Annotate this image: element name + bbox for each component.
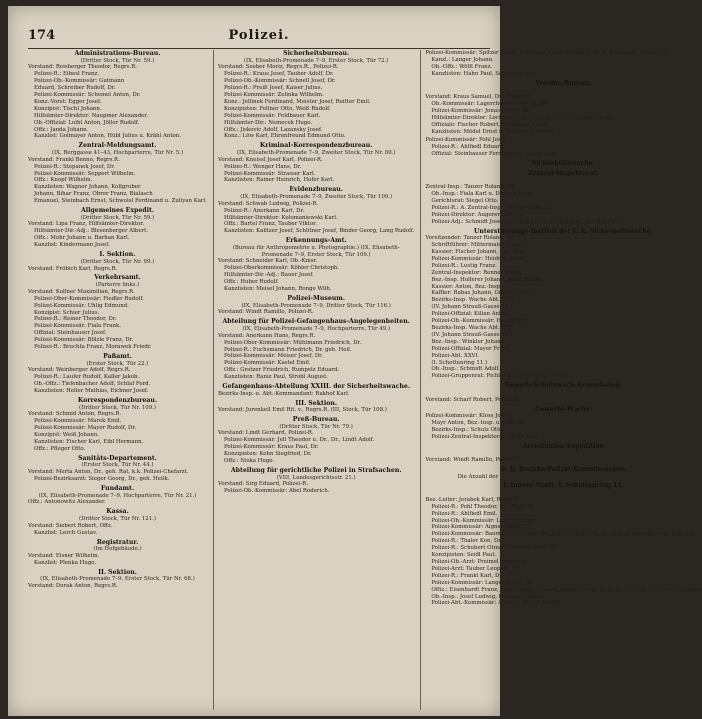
- entry-line: Offz.: Antonowitz Alexander.: [28, 499, 106, 506]
- entry-line: Bez.-Insp.: Winkler Johann.: [431, 338, 506, 345]
- section-address: (Dritter Stock, Tür Nr. 59.): [80, 214, 155, 221]
- entry-line: Polizei-Kommissär: Marek Emil.: [34, 418, 122, 425]
- entry-line: Vorstand: Siebert Robert, Offz.: [28, 522, 113, 529]
- section-address: Die Anzahl der Bewohner in den einzelnen Gemeindebezirken siehe Seite 20.: [457, 473, 670, 480]
- entry-line: Polizei-Abt.-Kommissär: Anton u. Kaiser Rudolf.: [431, 600, 562, 607]
- entry-line: Offz.: Niska Hugo.: [223, 458, 275, 465]
- entry-line: Polizei-Ob.-Kommissär: Leuter Johann.: [431, 517, 538, 524]
- entry-line: Kanzlisten: Mödel Ernst u. Hartmann Gustav.: [431, 128, 556, 135]
- section-heading: Polizei-Museum.: [287, 295, 345, 303]
- section-address: (Dritter Stock, Tür Nr. 59.): [80, 57, 155, 64]
- entry-line: Polizei-Offizial: Kilian Anton.: [431, 311, 510, 318]
- section-heading: Paßamt.: [103, 352, 132, 360]
- entry-line: Ob.-Offizial: Loibl Anton, Jöller Rudolf.: [34, 119, 140, 126]
- section-address: (Dritter Stock, Tür Nr. 79.): [279, 423, 353, 430]
- entry-line: Konzipisten: Kohn Siegfried, Dr.: [223, 451, 312, 458]
- section-block: [425, 406, 701, 441]
- section-heading: k. k. Bezirks-Polizei-Kommissariate: [501, 466, 626, 474]
- entry-line: Bezirks-Insp. Wache Abt. XXV.: [431, 324, 514, 331]
- entry-line: Ob.-Offz.: Tiefenbacher Adolf, Schlaf Ferd.: [34, 381, 151, 388]
- entry-line: Hilfsämter-Dir.-Adj.: Blesenberger Albert.: [34, 228, 148, 235]
- section-heading: Preß-Bureau.: [292, 416, 340, 424]
- entry-line: Kanzlisten: Heller Mathias, Eichner Josef.: [34, 388, 149, 395]
- section-block: [28, 207, 207, 249]
- entry-line: Kanzlisten: Rainer Heinrich, Hofer Karl.: [223, 177, 335, 184]
- section-block: [425, 160, 701, 168]
- section-block: [425, 170, 701, 226]
- entry-line: Kassier: Anton, Bez.-Insp.: [431, 283, 502, 290]
- section-block: [218, 50, 414, 140]
- entry-line: Offz.: Jiskovic Adolf, Lazansky Josef.: [223, 126, 323, 133]
- section-heading: Sicherheitsbureau.: [283, 50, 350, 57]
- header-rule: [28, 48, 490, 49]
- entry-line: Schriftführer: Mittermaier Franz.: [431, 242, 524, 249]
- entry-line: Polizei-R.: A. Zentral-Insp.: Aeneas Fritz, Dr.: [431, 204, 553, 211]
- page-header: [28, 28, 490, 48]
- entry-line: Offizial: Steinhauser Josef.: [34, 330, 107, 337]
- entry-line: Polizei-Kommissär: Uhlig Edmund.: [34, 302, 129, 309]
- entry-line: Polizei-Kommissär: Zelinka Wilhelm.: [223, 92, 324, 99]
- entry-line: Hilfsämter-Direktor: Naupmer Alexander.: [34, 112, 148, 119]
- section-heading: Sicherheitswache.: [531, 160, 596, 168]
- section-block: [218, 416, 414, 465]
- section-block: [28, 455, 207, 483]
- entry-line: Polizei-Direktor: Augerer Ludwig.: [431, 211, 524, 218]
- entry-line: Vorstand: Kollner Maximilian, Regrs.R.: [28, 288, 135, 295]
- section-block: [28, 274, 207, 351]
- columns: [28, 50, 702, 710]
- entry-line: Hilfsämter-Dir.: Nemecek Hugo.: [223, 119, 313, 126]
- entry-line: Polizei-R.: Lustig Franz.: [431, 262, 497, 269]
- entry-line: Polizei-Kommissär: Heidnig Anton.: [431, 255, 527, 262]
- entry-line: Vorstand: Sirg Eduard, Polizei-R.: [217, 481, 308, 488]
- section-block: [425, 482, 701, 607]
- section-block: [218, 142, 414, 184]
- section-address: Tür 22.: [553, 490, 574, 497]
- entry-line: Konzipisten: Seidl Paul.: [431, 552, 496, 559]
- entry-line: Ob.-Insp.: Schmidt Adolf.: [431, 366, 501, 373]
- section-heading: Kriminal-Korrespondenzbureau.: [259, 142, 373, 150]
- entry-line: Offz.: Gratzer Friedrich, Rumpelz Eduard.: [223, 367, 340, 374]
- entry-line: Polizei-R.: Ahlfiedl Emil.: [431, 510, 498, 517]
- entry-line: Polizei-Ob.-Kommissär: Heinik Karl.: [431, 318, 530, 325]
- entry-line: Polizei-Kommissär: Pohl Josef.: [425, 137, 508, 144]
- section-heading: Unterstützungs-Institut der k. k. Sicherheitswache.: [473, 227, 653, 235]
- entry-line: Vorstand: Weinberger Adolf, Regrs.R.: [28, 367, 131, 374]
- entry-line: Offz.: Mohr Johann u. Barhan Karl.: [34, 235, 130, 242]
- section-address: (Erster Stock, Tür 22.): [86, 360, 149, 367]
- entry-line: Vorstand: Kraus Samuel, Dr., Polizei-R.: [425, 94, 532, 101]
- entry-line: (IV. Johann Strauß-Gasse 19.): [431, 331, 512, 338]
- entry-line: (IV. Johann Strauß-Gasse 19.): [431, 304, 512, 311]
- entry-line: Vorstand: Reisberger Theodor, Regrs.R.: [28, 64, 137, 71]
- entry-line: Offiziale: Fischer Robert, Holzbauer Franz.: [431, 121, 550, 128]
- section-block: [425, 137, 701, 158]
- entry-line: Gerichtsrat: Siegel Otto.: [431, 197, 499, 204]
- entry-line: Polizei-R.: Pohl Theodor, Dr., Regrs.R.: [431, 503, 535, 510]
- entry-line: Polizei-Kommissär: Jonas Johann Dr.: [431, 107, 531, 114]
- entry-line: Vorstand: Windt Ramillo, Polizei-R.: [217, 309, 314, 316]
- section-heading: Sanitäts-Departement.: [78, 454, 157, 462]
- entry-line: Polizei-Kommissär: Spitzer Franz, Lindinger Franz Berthold, Dr. u. Kosberger Arnold, Dr.: [425, 50, 670, 56]
- section-address: (IX, Elisabeth-Promenade 7–9, Zweiter Stock, Tür 109.): [240, 193, 393, 200]
- entry-line: Polizei-Kommissär: Kastel Emil.: [223, 360, 311, 367]
- entry-line: Polizei-Ob.-Kommissär: Abel Roderich.: [223, 488, 330, 495]
- entry-line: Eduard, Schreiber Rudolf, Dr.: [34, 85, 116, 92]
- entry-line: Vorstand: Scharf Robert, Polizei-R.: [425, 396, 521, 403]
- entry-line: Vorstand: Schwab Ludwig, Polizei-R.: [217, 200, 319, 207]
- entry-line: Polizei-Ob.-Kommissär: Gutmann: [34, 78, 125, 85]
- section-block: [425, 228, 701, 381]
- entry-line: Vorstand: Schneider Karl, Ob.-Kmsr.: [217, 258, 318, 265]
- section-heading: Zentral-Meldungsamt.: [78, 142, 157, 150]
- entry-line: Polizei-Abt. XXVI.: [431, 352, 480, 359]
- entry-line: Kanzlist: Plenka Hugo.: [34, 559, 97, 566]
- entry-line: Hilfsämter-Dir.-Adj.: Bauer Josef.: [223, 272, 314, 279]
- section-heading: Fundamt.: [100, 485, 135, 492]
- section-address: (IX, Berggasse 41–43, Hochparterre, Tür Nr. 5.): [51, 149, 184, 156]
- section-block: [218, 237, 414, 293]
- entry-line: Offiz.: Eisenhardt Franz, Silberleitner Eduard, Balzer Georg, Hollauer Ludwig, Mittermaier Anton.: [431, 586, 702, 593]
- entry-line: Polizei-Kommissär: Kraus Paul, Dr.: [223, 444, 319, 451]
- column-1: [28, 50, 207, 710]
- entry-line: Polizei-R.: Kraus Josef, Tauber Adolf, Dr.: [223, 71, 334, 78]
- entry-line: Polizei-Kommissär: Feldbauer Karl.: [223, 112, 321, 119]
- section-block: [218, 383, 414, 398]
- entry-line: Bezirks-Insp.-u. Abt.-Kommandant: Rakhof Karl.: [217, 390, 350, 397]
- section-block: [425, 443, 701, 464]
- section-block: [425, 50, 701, 78]
- entry-line: Ob.-Kommissär: Lagercherner Ludwig, Dr.: [431, 100, 548, 107]
- entry-line: Johann, Bihar Franz, Obrer Franz, Bialasch: [34, 191, 153, 198]
- entry-line: Vorstand: Fröbich Karl, Regrs.R.: [28, 265, 118, 272]
- entry-line: Polizei-Bezirksarzt: Sieger Georg, Dr., geh. Heilk.: [34, 476, 170, 483]
- entry-line: Polizei-Arzt: Tauber Leopold, Dr.: [431, 565, 521, 572]
- section-block: [218, 318, 414, 381]
- entry-line: Polizei-Ob.-Arzt: Preimel Sebastian.: [431, 558, 529, 565]
- section-block: [28, 569, 207, 590]
- entry-line: Polizei-Kommissär: Meiser Josef, Dr.: [223, 353, 323, 360]
- section-block: [425, 80, 701, 136]
- entry-line: Bez.-Insp. Hollerer Johann, Adolf Huber.: [431, 276, 542, 283]
- section-heading: Abteilung für gerichtliche Polizei in Strafsachen.: [230, 466, 402, 474]
- entry-line: Zentral-Inspektor: Renner Anton.: [431, 269, 523, 276]
- section-address: (Dritter Stock, Tür Nr. 99.): [80, 258, 155, 265]
- entry-line: Offizial: Steinhauser Ferdinand u. Bauer Karl.: [431, 151, 558, 158]
- entry-line: Emanuel, Steinbach Ernst, Schwoisl Ferdinand u. Zuliyan Karl.: [34, 198, 207, 205]
- entry-line: Kaffier: Rabas Johann, Gidh.W. Insp.: [431, 290, 531, 297]
- entry-line: Polizei-Kommissär: Fiala Frank.: [34, 323, 121, 330]
- entry-line: Vorstand: Lipa Franz, Hilfsämter-Direktor.: [28, 221, 144, 228]
- section-address: (Erster Stock, Tür Nr. 44.): [81, 462, 154, 469]
- entry-line: Hilfsämter-Direktor: Kolomaniewski Karl.: [223, 214, 338, 221]
- section-heading: Abteilung für Polizei-Gefangenhaus-Angelegenheiten.: [222, 318, 410, 326]
- section-address: (IX, Elisabeth-Promenade 7–9, Erster Stock, Tür Nr. 68.): [40, 576, 195, 583]
- section-address: I. Schottenring 11, vierter Stock, Tür Nr. 126.: [500, 389, 627, 396]
- section-heading: Vereins-Bureau.: [535, 79, 592, 87]
- section-address: (IX, Elisabeth-Promenade 7–9, Hochparterre, Tür 49.): [242, 325, 390, 332]
- entry-line: Offz.: Huber Rudolf.: [223, 279, 279, 286]
- entry-line: Vorstand: Lindt Gerhard, Polizei-R.: [217, 430, 314, 437]
- section-block: [218, 400, 414, 415]
- entry-line: Konzipist: Schier Julius.: [34, 309, 100, 316]
- page-number: 174: [28, 28, 56, 43]
- section-heading: III. Sektion.: [295, 399, 337, 407]
- section-heading: Arrestanten-Expedition: [522, 442, 605, 450]
- section-block: [28, 508, 207, 536]
- entry-line: Polizei-Gruppenrat: Pichler Karl u. Hering Eduard.: [431, 373, 571, 380]
- column-3: [420, 50, 701, 710]
- entry-line: Kanzlisten: Wagner Johann, Kollgruber: [34, 184, 141, 191]
- section-heading: Erkennungs-Amt.: [285, 237, 347, 245]
- section-heading: Registratur.: [96, 538, 139, 546]
- entry-line: Polizei-Ober-Kommissär: Mühlmann Friedrich, Dr.: [223, 339, 362, 346]
- section-heading: Gewerb-Schutzwach-Kommission.: [504, 382, 623, 390]
- entry-line: Polizei-R.: Laufer Rudolf, Kaller Jakob.: [34, 374, 140, 381]
- entry-line: Vorstand: Frankl Benno, Regrs.R.: [28, 156, 120, 163]
- column-2: [213, 50, 414, 710]
- entry-line: Polizei-Kommissär: Baumgarten Anton, Dr., Pelznal Heinrich, Dr., Schulz Otto, Brunner Karl, Dr.: [431, 531, 695, 538]
- entry-line: Offz.: Janda Johann.: [34, 126, 89, 133]
- section-address: (IX, Elisabeth-Promenade 7–9, Dritter Stock, Tür 116.): [241, 302, 391, 309]
- section-address: (Bureau für Anthropometrie u. Photographie.) (IX, Elisabeth-Promenade 7–9, Erster Stock, Tür 109.): [232, 244, 400, 258]
- entry-line: Polizei-Offizial: Mayer Franz.: [431, 345, 511, 352]
- entry-line: Vorstand: Windt Ramillo, Polizei-R.: [425, 457, 521, 464]
- section-heading: Allgemeines Expedit.: [80, 207, 154, 215]
- section-address: (Dritter Stock, Tür Nr. 103.): [524, 87, 602, 94]
- section-heading: Evidenzbureau.: [289, 186, 343, 194]
- entry-line: Polizei-R.: Preiß Josef, Kaiser Julius.: [223, 85, 323, 92]
- entry-line: Polizei-Kommissär: Aigner Adolf, Dr.: [431, 524, 531, 531]
- section-heading: Gewerbs-Wache.: [535, 405, 592, 413]
- section-heading: Gefangenhaus-Abteilung XXIII. der Sicherheitswache.: [222, 383, 410, 391]
- entry-line: Vorstand: Kneissl Josef Karl, Polizei-R.: [217, 156, 323, 163]
- entry-line: Polizei-R.: Frankl Karl, Dr.: [431, 572, 504, 579]
- entry-line: Polizei-Kommissär: Schemel Anton, Dr.: [34, 92, 141, 99]
- section-address: (IX, Elisabeth-Promenade 7–9, Zweiter Stock, Tür Nr. 80.): [236, 149, 396, 156]
- entry-line: Bezirks-Insp.: Schulz Otto.: [431, 426, 505, 433]
- section-block: [28, 251, 207, 272]
- section-address: (IX, Elisabeth-Promenade 7–9, Erster Stock, Tür 72.): [243, 57, 389, 64]
- section-block: [28, 142, 207, 205]
- entry-line: Konz.-Vorst: Egger Josef.: [34, 98, 102, 105]
- entry-line: Kanzlist: Kindermann Josef.: [34, 242, 110, 249]
- section-heading: Verkehrsamt.: [94, 274, 141, 282]
- entry-line: Hilfsämter-Direktor: Lochmayer Anton u. Krolikowski Stephan, Dr.: [431, 114, 614, 121]
- entry-line: Bez.-Leiter: Jerabek Karl, Regrs.R.: [425, 496, 521, 503]
- entry-line: Vorstand: Merta Anton, Dr., geh. Rat, k.k. Polizei-Chefarzt.: [28, 469, 189, 476]
- entry-line: Offz.: Knopf Wilhelm.: [34, 177, 93, 184]
- entry-line: Polizei-Kommissär: Langer Franz, Dr.: [431, 579, 534, 586]
- entry-line: Polizei-Kommissär: Jell Theodor u. Dr., Dr., Lindt Adolf.: [223, 437, 375, 444]
- entry-line: Kanzlisten: Meisel Johann, Ronge Wilh.: [223, 286, 332, 293]
- entry-line: Polizei-Kommissär: Kloss Johann.: [425, 413, 516, 420]
- entry-line: Mayr Anton, Bez.-Insp. u. Gidh.W.: [431, 420, 524, 427]
- section-heading: Administrations-Bureau.: [74, 50, 161, 57]
- entry-line: Polizei-R.: Wenger Hans, Dr.: [223, 163, 302, 170]
- entry-line: Polizei-Kommissär: Seppert Wilhelm.: [34, 170, 136, 177]
- section-address: (Dritter Stock, Tür Nr. 121.): [79, 515, 156, 522]
- entry-line: Vorstand: Jurenkeil Emil Rit. v., Regrs.R. (III, Stock, Tür 108.): [217, 407, 387, 414]
- entry-line: Vorstand: Durak Anton, Regrs.R.: [28, 583, 118, 590]
- section-address: (Dritter Stock, Tür Nr. 111.): [524, 177, 602, 184]
- entry-line: Ob.-Insp.: Josef Ludwig, Hollauer Johann.: [431, 593, 545, 600]
- entry-line: Polizei-Oberkommissär: Köhler Christoph.: [223, 265, 340, 272]
- entry-line: Offz.: Bartel Franz, Tauber Viktor.: [223, 221, 317, 228]
- section-block: [28, 485, 207, 506]
- section-block: [425, 382, 701, 403]
- page-title: Polizei.: [228, 28, 290, 43]
- entry-line: Kanzlisten: Fischer Karl, Eibl Hermann.: [34, 438, 144, 445]
- entry-line: Polizei-R.: Fuchsmann Friedrich, Dr. geh. Heil.: [223, 346, 352, 353]
- entry-line: Konzipisten: Fellner Otto, Weiß Rudolf.: [223, 105, 331, 112]
- entry-line: Vorsitzender: Tanzer Roland, Dr.: [425, 235, 515, 242]
- entry-line: Polizei-Kommissär: Mayer Rudolf, Dr.: [34, 425, 137, 432]
- entry-line: Kanzl.: Langer Johann.: [431, 56, 494, 63]
- section-heading: I. Sektion.: [99, 251, 136, 259]
- section-address: (Im Hofgebäude.): [539, 450, 588, 457]
- entry-line: Vorstand: Anerkann Hans, Regrs.R.: [217, 332, 316, 339]
- entry-line: Kanzlisten: Hahn Paul, Schneider Karl.: [431, 70, 539, 77]
- section-heading: Zentral-Inspektorat.: [528, 169, 599, 177]
- directory-page: [8, 6, 702, 716]
- section-address: (Im Hofgebäude.): [93, 546, 142, 553]
- entry-line: Konzipist: Tischl Johann.: [34, 105, 102, 112]
- entry-line: Polizei-R.: Reiner Theodor, Dr.: [34, 316, 117, 323]
- entry-line: Polizei-Zentral-Inspektorat: Meier Karl.: [431, 433, 540, 440]
- entry-line: Konzipist: Weiß Johann.: [34, 432, 99, 439]
- entry-line: Polizei-Kommissär: Bölzle Franz, Dr.: [34, 337, 134, 344]
- section-block: [218, 186, 414, 235]
- entry-line: (I. Schottenring 11.): [431, 359, 488, 366]
- entry-line: Polizei-R.: Anerkann Karl, Dr.: [223, 207, 305, 214]
- entry-line: Kanzlisten: Raniz Paul, Strobl August.: [223, 374, 328, 381]
- entry-line: Kassier: Fischer Johann, Bez.-Insp.: [431, 249, 527, 255]
- entry-line: Vorstand: Schmid Anton, Regrs.R.: [28, 411, 122, 418]
- entry-line: Zentral-Insp.: Tanzer Roland, Dr.: [425, 184, 516, 191]
- section-block: [28, 50, 207, 140]
- entry-line: Polizei-R.: Thaler Kon, Dr.: [431, 538, 502, 545]
- section-block: [28, 397, 207, 453]
- section-heading: Korrespondenzbureau.: [77, 396, 158, 404]
- section-heading: Kassa.: [106, 508, 129, 516]
- section-address: (Parterre links.): [95, 282, 140, 288]
- entry-line: Offz.: Pfleger Otto.: [34, 445, 86, 452]
- entry-line: Polizei-Ober-Kommissär: Fiedler Rudolf.: [34, 295, 144, 302]
- entry-line: Polizei-Kommissär: Strasser Karl.: [223, 170, 316, 177]
- entry-line: Polizei-Ob.-Kommissär: Schnell Josef, Dr.: [223, 78, 336, 85]
- section-block: [218, 295, 414, 316]
- entry-line: Kanzlisten: Kalitzer Josef, Schlitner Josef, Binder Georg, Lang Rudolf.: [223, 228, 415, 235]
- entry-line: Ob.-Offz.: Wölfl Franz.: [431, 63, 493, 70]
- section-block: [28, 539, 207, 567]
- entry-line: Bezirks-Insp. Wache Abt. XXIV.: [431, 297, 516, 304]
- entry-line: Kanzlist: Lerch Gustav.: [34, 529, 98, 536]
- entry-line: Polizei-R.: Eibesl Franz.: [34, 71, 100, 78]
- entry-line: Vorstand: Eisner Wilhelm.: [28, 552, 100, 559]
- entry-line: Polizei-R.: Schubert Otmar, Schwarz Adolf, Dr.: [431, 545, 559, 552]
- section-heading: I. Innere Stadt. I. Schottenring 11.: [503, 482, 624, 490]
- entry-line: Konz.: Löw Karl, Ehrenfreund Edmund Otto.: [223, 133, 346, 140]
- entry-line: Polizei-R.: Stepanek Josef, Dr.: [34, 163, 115, 170]
- entry-line: Polizei-R.: Ahlfiedl Eduard.: [431, 144, 505, 151]
- entry-line: Konz.: Jellinek Ferdinand, Meister Josef, Reitter Emil.: [223, 98, 371, 105]
- section-address: (IX, Elisabeth-Promenade 7–9, Hochparterre, Tür Nr. 21.): [38, 492, 197, 499]
- entry-line: Polizei-R.: Bruchta Franz, Morawek Friedr.: [34, 344, 152, 351]
- section-block: [28, 353, 207, 395]
- section-address: (Dritter Stock, Tür Nr. 109.): [79, 404, 156, 411]
- entry-line: Kanzlist: Golmayer Anton, Hübl Julius u. Krähl Anton.: [34, 133, 181, 140]
- section-address: (VIII, Landesgerichtsstr. 21.): [276, 474, 356, 481]
- section-block: [218, 467, 414, 495]
- section-heading: II. Sektion.: [98, 568, 137, 576]
- entry-line: Polizei-Adj.: Schmidt Josef u. Unger Franz, Vlodek Karl, Dr., Eder Karl.: [431, 218, 625, 225]
- entry-line: Vorstand: Seeber Moriz, Regrs.R., Polizei-R.: [217, 64, 339, 71]
- entry-line: Ob.-Insp.: Fiala Karl u. Dosung Ferd.: [431, 191, 533, 198]
- section-block: [425, 466, 701, 480]
